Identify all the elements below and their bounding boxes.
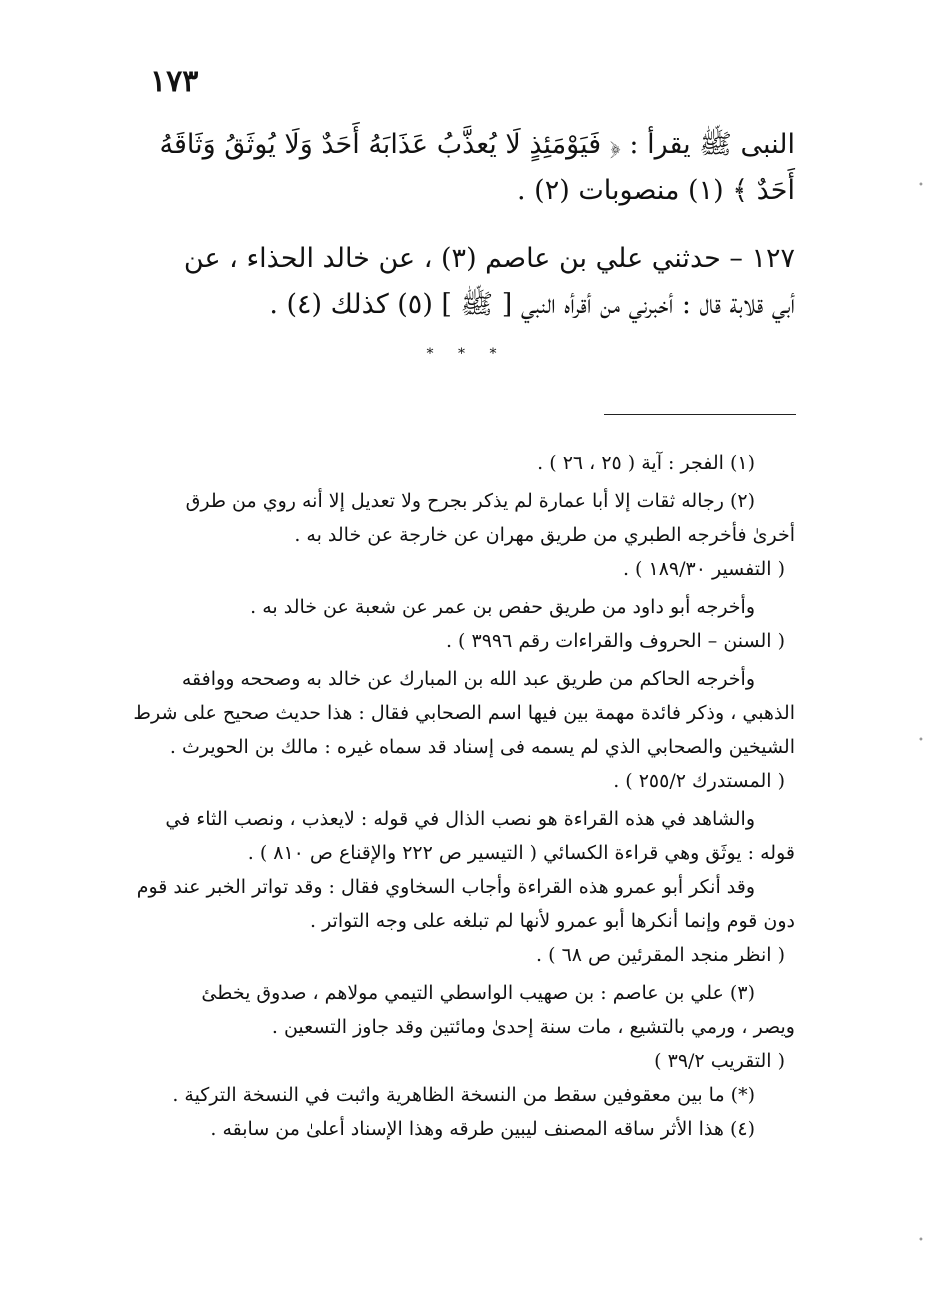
- footnote-line: (٣) علي بن عاصم : بن صهيب الواسطي التيمي مولاهم ، صدوق يخطئ: [201, 982, 755, 1004]
- footnote-line: (٤) هذا الأثر ساقه المصنف ليبين طرقه وهذا الإسناد أعلىٰ من سابقه .: [210, 1118, 755, 1140]
- main-text-line: أَحَدٌ ﴾ (١) منصوبات (٢) .: [517, 175, 795, 206]
- hadith-paragraph: [115, 236, 795, 328]
- main-text-line: ١٢٧ – حدثني علي بن عاصم (٣) ، عن خالد الحذاء ، عن: [183, 243, 795, 274]
- footnote-line: وأخرجه أبو داود من طريق حفص بن عمر عن شعبة عن خالد به .: [250, 596, 755, 618]
- main-text-line: أبي قلابة قال : أخبرني من أقرأه النبي [ ﷺ ] (٥) كذلك (٤) .: [269, 289, 795, 320]
- footnote-line: ( المستدرك ٢٥٥/٢ ) .: [613, 770, 785, 792]
- section-separator: * * *: [426, 346, 507, 362]
- footnote-line: أخرىٰ فأخرجه الطبري من طريق مهران عن خارجة عن خالد به .: [294, 524, 795, 546]
- footnote-line: (١) الفجر : آية ( ٢٥ ، ٢٦ ) .: [537, 452, 755, 474]
- footnote-line: (٢) رجاله ثقات إلا أبا عمارة لم يذكر بجرح ولا تعديل إلا أنه روي من طرق: [185, 490, 755, 512]
- footnote-line: وأخرجه الحاكم من طريق عبد الله بن المبارك عن خالد به وصححه ووافقه: [181, 668, 755, 690]
- footnotes: [115, 446, 795, 1146]
- footnote-line: ( التفسير ١٨٩/٣٠ ) .: [622, 558, 785, 580]
- scan-mark: •: [918, 735, 924, 746]
- footnote-line: الشيخين والصحابي الذي لم يسمه فى إسناد قد سماه غيره : مالك بن الحويرث .: [169, 736, 795, 758]
- footnote-line: (*) ما بين معقوفين سقط من النسخة الظاهرية واثبت في النسخة التركية .: [172, 1084, 755, 1106]
- footnote-line: الذهبي ، وذكر فائدة مهمة بين فيها اسم الصحابي فقال : هذا حديث صحيح على شرط: [133, 702, 795, 724]
- footnote-line: ( انظر منجد المقرئين ص ٦٨ ) .: [536, 944, 785, 966]
- main-text-line: النبى ﷺ يقرأ : ﴿ فَيَوْمَئِذٍ لَا يُعذَّبُ عَذَابَهُ أَحَدٌ وَلَا يُوثَقُ وَثَاقَهُ: [159, 129, 795, 160]
- scan-mark: •: [918, 180, 924, 191]
- footnote-line: ( السنن – الحروف والقراءات رقم ٣٩٩٦ ) .: [445, 630, 785, 652]
- footnote-line: ( التقريب ٣٩/٢ ): [654, 1050, 785, 1072]
- quran-paragraph: [115, 122, 795, 214]
- page-number: ١٧٣: [150, 64, 199, 99]
- footnote-line: قوله : يوثَق وهي قراءة الكسائي ( التيسير ص ٢٢٢ والإقناع ص ٨١٠ ) .: [247, 842, 795, 864]
- footnote-line: وقد أنكر أبو عمرو هذه القراءة وأجاب السخاوي فقال : وقد تواتر الخبر عند قوم: [136, 876, 755, 898]
- footnote-line: دون قوم وإنما أنكرها أبو عمرو لأنها لم تبلغه على وجه التواتر .: [309, 910, 795, 932]
- scan-mark: •: [918, 1235, 924, 1246]
- footnote-line: والشاهد في هذه القراءة هو نصب الذال في قوله : لايعذب ، ونصب الثاء في: [165, 808, 755, 830]
- footnote-line: ويصر ، ورمي بالتشيع ، مات سنة إحدىٰ ومائتين وقد جاوز التسعين .: [271, 1016, 795, 1038]
- footnote-rule: [604, 414, 796, 415]
